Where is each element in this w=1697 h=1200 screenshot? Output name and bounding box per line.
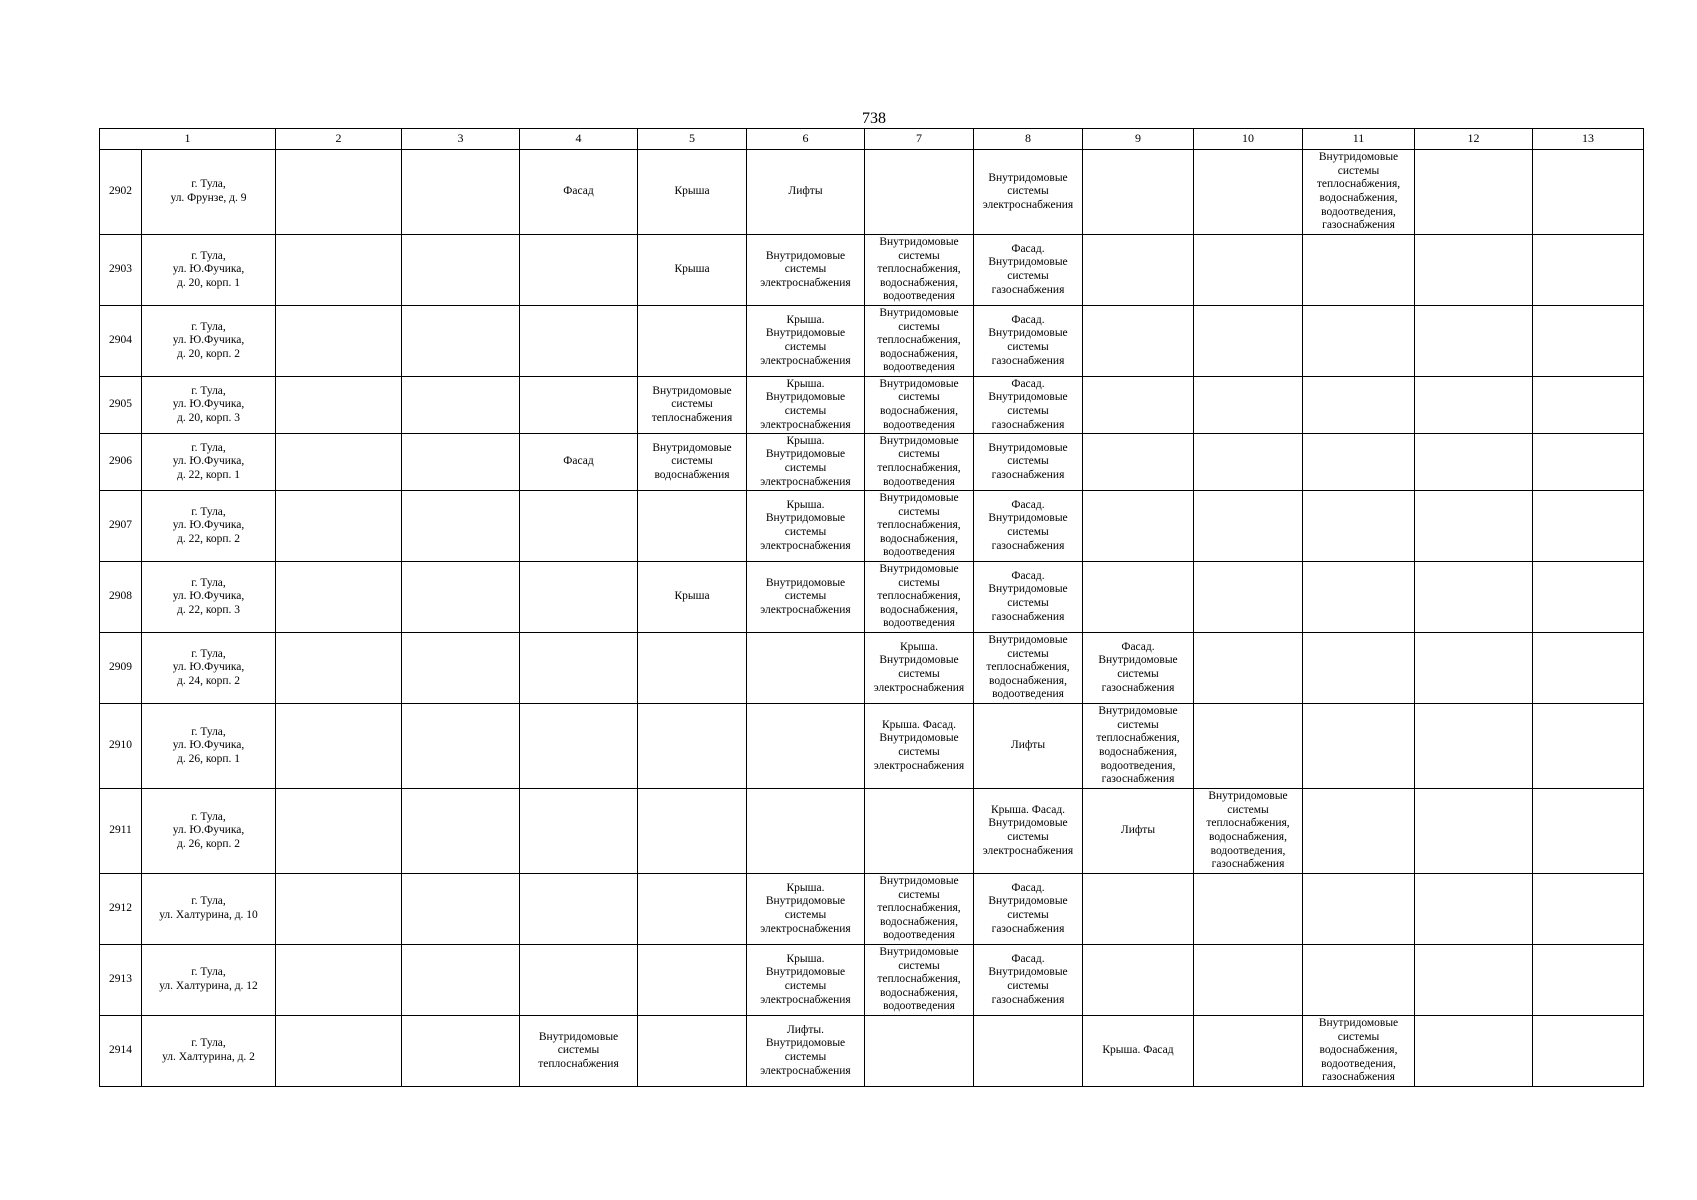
- work-cell-col-9: [1083, 562, 1194, 633]
- work-cell-col-13: [1533, 235, 1644, 306]
- repair-schedule-table: [99, 128, 1644, 1087]
- address-cell: г. Тула, ул. Ю.Фучика, д. 26, корп. 2: [142, 789, 276, 874]
- work-cell-col-4: [520, 789, 638, 874]
- work-cell-col-4: [520, 562, 638, 633]
- work-cell-col-6: [747, 789, 865, 874]
- work-cell-col-4: [520, 306, 638, 377]
- column-header-10: 10: [1194, 129, 1303, 150]
- row-number: 2902: [100, 150, 142, 235]
- table-row: [100, 789, 1644, 874]
- work-cell-col-3: [402, 789, 520, 874]
- address-cell: г. Тула, ул. Ю.Фучика, д. 22, корп. 2: [142, 491, 276, 562]
- row-number: 2910: [100, 704, 142, 789]
- work-cell-col-3: [402, 235, 520, 306]
- work-cell-col-6: Внутридомовые системы электроснабжения: [747, 562, 865, 633]
- work-cell-col-12: [1415, 633, 1533, 704]
- work-cell-col-8: [974, 1016, 1083, 1087]
- work-cell-col-8: Фасад. Внутридомовые системы газоснабжения: [974, 491, 1083, 562]
- address-cell: г. Тула, ул. Ю.Фучика, д. 26, корп. 1: [142, 704, 276, 789]
- work-cell-col-7: Внутридомовые системы теплоснабжения, водоснабжения, водоотведения: [865, 491, 974, 562]
- work-cell-col-3: [402, 434, 520, 491]
- work-cell-col-9: Внутридомовые системы теплоснабжения, водоснабжения, водоотведения, газоснабжения: [1083, 704, 1194, 789]
- address-cell: г. Тула, ул. Халтурина, д. 2: [142, 1016, 276, 1087]
- work-cell-col-4: [520, 377, 638, 434]
- column-header-7: 7: [865, 129, 974, 150]
- work-cell-col-2: [276, 1016, 402, 1087]
- table-row: [100, 491, 1644, 562]
- work-cell-col-13: [1533, 789, 1644, 874]
- work-cell-col-3: [402, 377, 520, 434]
- row-number: 2903: [100, 235, 142, 306]
- work-cell-col-2: [276, 874, 402, 945]
- work-cell-col-6: Крыша. Внутридомовые системы электроснабжения: [747, 874, 865, 945]
- work-cell-col-2: [276, 491, 402, 562]
- work-cell-col-13: [1533, 150, 1644, 235]
- work-cell-col-8: Фасад. Внутридомовые системы газоснабжения: [974, 945, 1083, 1016]
- work-cell-col-9: [1083, 945, 1194, 1016]
- column-header-8: 8: [974, 129, 1083, 150]
- work-cell-col-12: [1415, 235, 1533, 306]
- row-number: 2905: [100, 377, 142, 434]
- column-header-5: 5: [638, 129, 747, 150]
- column-header-9: 9: [1083, 129, 1194, 150]
- work-cell-col-10: [1194, 704, 1303, 789]
- row-number: 2913: [100, 945, 142, 1016]
- work-cell-col-12: [1415, 562, 1533, 633]
- work-cell-col-8: Фасад. Внутридомовые системы газоснабжения: [974, 306, 1083, 377]
- address-cell: г. Тула, ул. Халтурина, д. 10: [142, 874, 276, 945]
- work-cell-col-6: Крыша. Внутридомовые системы электроснабжения: [747, 491, 865, 562]
- table-row: [100, 306, 1644, 377]
- work-cell-col-5: [638, 633, 747, 704]
- work-cell-col-6: Крыша. Внутридомовые системы электроснабжения: [747, 434, 865, 491]
- work-cell-col-11: [1303, 874, 1415, 945]
- work-cell-col-2: [276, 789, 402, 874]
- work-cell-col-9: Крыша. Фасад: [1083, 1016, 1194, 1087]
- address-cell: г. Тула, ул. Ю.Фучика, д. 22, корп. 1: [142, 434, 276, 491]
- work-cell-col-4: [520, 874, 638, 945]
- work-cell-col-11: [1303, 434, 1415, 491]
- work-cell-col-12: [1415, 434, 1533, 491]
- work-cell-col-10: [1194, 150, 1303, 235]
- work-cell-col-12: [1415, 789, 1533, 874]
- work-cell-col-10: Внутридомовые системы теплоснабжения, водоснабжения, водоотведения, газоснабжения: [1194, 789, 1303, 874]
- table-row: [100, 874, 1644, 945]
- work-cell-col-7: Крыша. Внутридомовые системы электроснабжения: [865, 633, 974, 704]
- address-cell: г. Тула, ул. Ю.Фучика, д. 20, корп. 1: [142, 235, 276, 306]
- work-cell-col-11: Внутридомовые системы теплоснабжения, водоснабжения, водоотведения, газоснабжения: [1303, 150, 1415, 235]
- work-cell-col-6: [747, 633, 865, 704]
- column-header-4: 4: [520, 129, 638, 150]
- work-cell-col-12: [1415, 491, 1533, 562]
- work-cell-col-7: Внутридомовые системы теплоснабжения, водоснабжения, водоотведения: [865, 562, 974, 633]
- work-cell-col-2: [276, 434, 402, 491]
- work-cell-col-3: [402, 704, 520, 789]
- work-cell-col-13: [1533, 434, 1644, 491]
- work-cell-col-5: Крыша: [638, 562, 747, 633]
- row-number: 2914: [100, 1016, 142, 1087]
- work-cell-col-4: [520, 633, 638, 704]
- work-cell-col-6: [747, 704, 865, 789]
- work-cell-col-3: [402, 306, 520, 377]
- work-cell-col-9: Лифты: [1083, 789, 1194, 874]
- work-cell-col-10: [1194, 306, 1303, 377]
- work-cell-col-2: [276, 562, 402, 633]
- work-cell-col-4: [520, 491, 638, 562]
- table-row: [100, 633, 1644, 704]
- work-cell-col-7: [865, 1016, 974, 1087]
- table-row: [100, 377, 1644, 434]
- address-cell: г. Тула, ул. Ю.Фучика, д. 22, корп. 3: [142, 562, 276, 633]
- work-cell-col-7: Крыша. Фасад. Внутридомовые системы электроснабжения: [865, 704, 974, 789]
- table-row: [100, 562, 1644, 633]
- row-number: 2906: [100, 434, 142, 491]
- work-cell-col-12: [1415, 306, 1533, 377]
- address-cell: г. Тула, ул. Фрунзе, д. 9: [142, 150, 276, 235]
- work-cell-col-5: [638, 1016, 747, 1087]
- work-cell-col-12: [1415, 377, 1533, 434]
- page-number: 738: [862, 110, 886, 127]
- work-cell-col-10: [1194, 633, 1303, 704]
- work-cell-col-12: [1415, 945, 1533, 1016]
- table-row: [100, 1016, 1644, 1087]
- work-cell-col-12: [1415, 704, 1533, 789]
- row-number: 2907: [100, 491, 142, 562]
- work-cell-col-3: [402, 633, 520, 704]
- work-cell-col-10: [1194, 1016, 1303, 1087]
- work-cell-col-4: Фасад: [520, 434, 638, 491]
- row-number: 2909: [100, 633, 142, 704]
- work-cell-col-3: [402, 491, 520, 562]
- column-header-2: 2: [276, 129, 402, 150]
- table-body: [100, 129, 1644, 1087]
- work-cell-col-9: [1083, 235, 1194, 306]
- work-cell-col-6: Крыша. Внутридомовые системы электроснабжения: [747, 306, 865, 377]
- row-number: 2908: [100, 562, 142, 633]
- work-cell-col-7: [865, 150, 974, 235]
- work-cell-col-4: [520, 945, 638, 1016]
- work-cell-col-11: [1303, 235, 1415, 306]
- work-cell-col-4: Внутридомовые системы теплоснабжения: [520, 1016, 638, 1087]
- work-cell-col-11: [1303, 562, 1415, 633]
- work-cell-col-11: [1303, 704, 1415, 789]
- address-cell: г. Тула, ул. Ю.Фучика, д. 24, корп. 2: [142, 633, 276, 704]
- work-cell-col-2: [276, 235, 402, 306]
- work-cell-col-2: [276, 704, 402, 789]
- work-cell-col-8: Фасад. Внутридомовые системы газоснабжения: [974, 235, 1083, 306]
- work-cell-col-13: [1533, 377, 1644, 434]
- work-cell-col-3: [402, 874, 520, 945]
- work-cell-col-6: Лифты. Внутридомовые системы электроснабжения: [747, 1016, 865, 1087]
- work-cell-col-3: [402, 1016, 520, 1087]
- column-header-3: 3: [402, 129, 520, 150]
- row-number: 2911: [100, 789, 142, 874]
- column-header-11: 11: [1303, 129, 1415, 150]
- work-cell-col-2: [276, 633, 402, 704]
- work-cell-col-2: [276, 150, 402, 235]
- column-header-1: 1: [100, 129, 276, 150]
- work-cell-col-13: [1533, 306, 1644, 377]
- work-cell-col-13: [1533, 704, 1644, 789]
- work-cell-col-11: [1303, 789, 1415, 874]
- work-cell-col-10: [1194, 377, 1303, 434]
- table-row: [100, 235, 1644, 306]
- work-cell-col-8: Лифты: [974, 704, 1083, 789]
- work-cell-col-5: [638, 945, 747, 1016]
- address-cell: г. Тула, ул. Халтурина, д. 12: [142, 945, 276, 1016]
- work-cell-col-8: Фасад. Внутридомовые системы газоснабжения: [974, 377, 1083, 434]
- work-cell-col-13: [1533, 491, 1644, 562]
- work-cell-col-4: [520, 235, 638, 306]
- work-cell-col-7: Внутридомовые системы теплоснабжения, водоснабжения, водоотведения: [865, 874, 974, 945]
- work-cell-col-6: Лифты: [747, 150, 865, 235]
- column-header-6: 6: [747, 129, 865, 150]
- address-cell: г. Тула, ул. Ю.Фучика, д. 20, корп. 3: [142, 377, 276, 434]
- work-cell-col-13: [1533, 562, 1644, 633]
- work-cell-col-11: [1303, 306, 1415, 377]
- work-cell-col-8: Внутридомовые системы электроснабжения: [974, 150, 1083, 235]
- work-cell-col-9: [1083, 491, 1194, 562]
- work-cell-col-5: Внутридомовые системы теплоснабжения: [638, 377, 747, 434]
- work-cell-col-5: Крыша: [638, 235, 747, 306]
- work-cell-col-5: Крыша: [638, 150, 747, 235]
- table-row: [100, 434, 1644, 491]
- work-cell-col-8: Внутридомовые системы теплоснабжения, водоснабжения, водоотведения: [974, 633, 1083, 704]
- table-row: [100, 945, 1644, 1016]
- work-cell-col-6: Внутридомовые системы электроснабжения: [747, 235, 865, 306]
- work-cell-col-7: Внутридомовые системы теплоснабжения, водоснабжения, водоотведения: [865, 235, 974, 306]
- work-cell-col-12: [1415, 874, 1533, 945]
- table-row: [100, 704, 1644, 789]
- row-number: 2912: [100, 874, 142, 945]
- work-cell-col-9: [1083, 874, 1194, 945]
- work-cell-col-11: [1303, 491, 1415, 562]
- work-cell-col-5: [638, 874, 747, 945]
- work-cell-col-10: [1194, 491, 1303, 562]
- work-cell-col-9: [1083, 434, 1194, 491]
- work-cell-col-5: [638, 789, 747, 874]
- work-cell-col-10: [1194, 874, 1303, 945]
- work-cell-col-12: [1415, 150, 1533, 235]
- work-cell-col-2: [276, 306, 402, 377]
- work-cell-col-6: Крыша. Внутридомовые системы электроснабжения: [747, 945, 865, 1016]
- work-cell-col-8: Фасад. Внутридомовые системы газоснабжения: [974, 874, 1083, 945]
- work-cell-col-4: Фасад: [520, 150, 638, 235]
- work-cell-col-13: [1533, 1016, 1644, 1087]
- row-number: 2904: [100, 306, 142, 377]
- column-header-13: 13: [1533, 129, 1644, 150]
- work-cell-col-9: [1083, 306, 1194, 377]
- work-cell-col-10: [1194, 434, 1303, 491]
- work-cell-col-7: Внутридомовые системы теплоснабжения, водоснабжения, водоотведения: [865, 945, 974, 1016]
- work-cell-col-9: [1083, 150, 1194, 235]
- work-cell-col-11: [1303, 377, 1415, 434]
- work-cell-col-3: [402, 562, 520, 633]
- work-cell-col-13: [1533, 633, 1644, 704]
- work-cell-col-5: Внутридомовые системы водоснабжения: [638, 434, 747, 491]
- work-cell-col-5: [638, 704, 747, 789]
- work-cell-col-7: Внутридомовые системы теплоснабжения, водоотведения: [865, 434, 974, 491]
- column-header-row: [100, 129, 1644, 150]
- work-cell-col-8: Внутридомовые системы газоснабжения: [974, 434, 1083, 491]
- work-cell-col-3: [402, 150, 520, 235]
- work-cell-col-6: Крыша. Внутридомовые системы электроснабжения: [747, 377, 865, 434]
- work-cell-col-10: [1194, 562, 1303, 633]
- table-row: [100, 150, 1644, 235]
- work-cell-col-5: [638, 491, 747, 562]
- work-cell-col-7: Внутридомовые системы теплоснабжения, водоснабжения, водоотведения: [865, 306, 974, 377]
- work-cell-col-11: [1303, 633, 1415, 704]
- work-cell-col-8: Фасад. Внутридомовые системы газоснабжения: [974, 562, 1083, 633]
- work-cell-col-7: Внутридомовые системы водоснабжения, водоотведения: [865, 377, 974, 434]
- work-cell-col-5: [638, 306, 747, 377]
- work-cell-col-3: [402, 945, 520, 1016]
- work-cell-col-11: [1303, 945, 1415, 1016]
- work-cell-col-13: [1533, 874, 1644, 945]
- work-cell-col-4: [520, 704, 638, 789]
- work-cell-col-9: [1083, 377, 1194, 434]
- column-header-12: 12: [1415, 129, 1533, 150]
- work-cell-col-8: Крыша. Фасад. Внутридомовые системы электроснабжения: [974, 789, 1083, 874]
- work-cell-col-9: Фасад. Внутридомовые системы газоснабжения: [1083, 633, 1194, 704]
- address-cell: г. Тула, ул. Ю.Фучика, д. 20, корп. 2: [142, 306, 276, 377]
- work-cell-col-12: [1415, 1016, 1533, 1087]
- work-cell-col-7: [865, 789, 974, 874]
- work-cell-col-10: [1194, 235, 1303, 306]
- work-cell-col-11: Внутридомовые системы водоснабжения, водоотведения, газоснабжения: [1303, 1016, 1415, 1087]
- work-cell-col-2: [276, 945, 402, 1016]
- work-cell-col-2: [276, 377, 402, 434]
- work-cell-col-13: [1533, 945, 1644, 1016]
- work-cell-col-10: [1194, 945, 1303, 1016]
